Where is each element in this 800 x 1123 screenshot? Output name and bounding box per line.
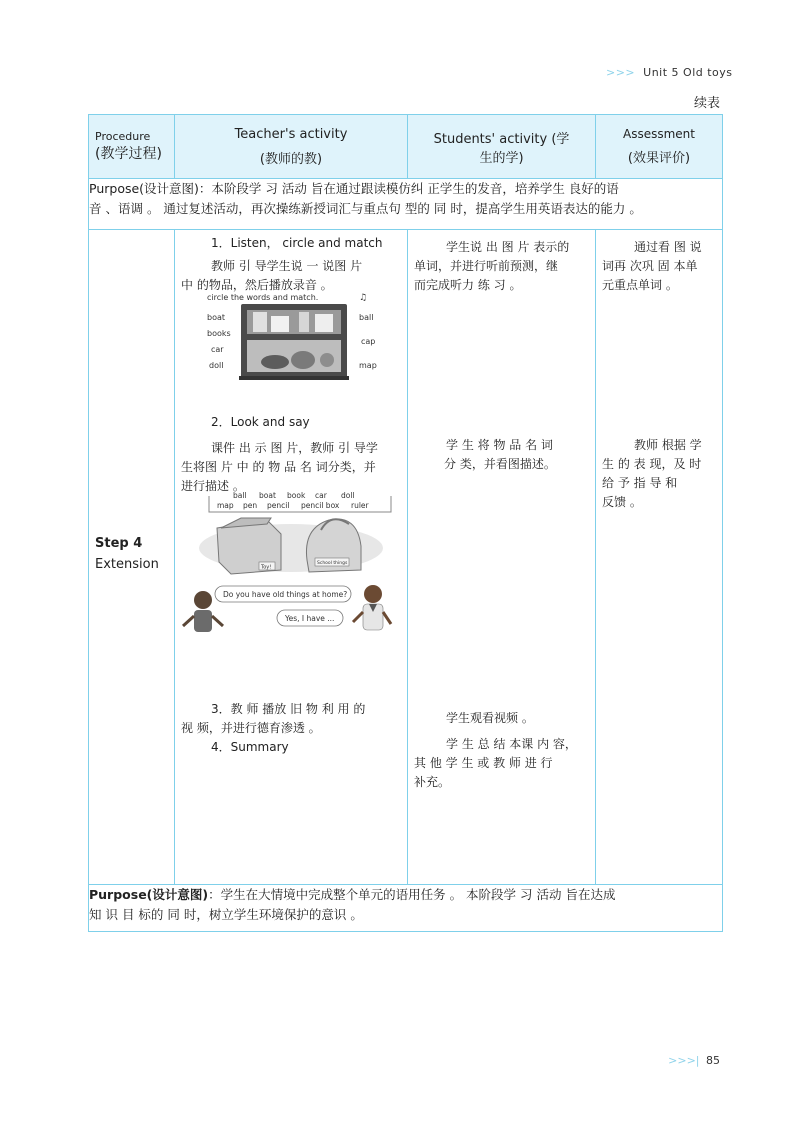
header-teacher [175,115,408,179]
running-header [606,66,733,79]
purpose-top-line1: Purpose(设计意图)：本阶段学 习 活动 旨在通过跟读模仿纠 正学生的发音，培养学生 良好的语 [89,181,619,196]
wordbank-pencil-box: pencil box [301,501,340,510]
item3-line1: 3．教 师 播放 旧 物 利 用 的 [211,702,366,716]
header-assessment [596,115,723,179]
students-line1: Students' activity (学 [433,131,570,147]
students-line2: 生的学) [479,150,524,166]
fig1-word-boat: boat [207,313,226,322]
step-name: Extension [95,557,159,572]
item2-line3: 进行描述 。 [181,479,245,493]
item1-line1: 教师 引 导学生说 一 说图 片 [211,259,363,273]
s4-line3: 补充。 [414,775,451,789]
s1-line1: 学生说 出 图 片 表示的 [446,240,570,254]
purpose-bottom-line1 [89,885,722,905]
boy-right-illustration [353,585,391,630]
wordbank-map: map [217,501,234,510]
s2-line1: 学 生 将 物 品 名 词 [446,438,553,452]
header-procedure [89,115,175,179]
bubble-question [215,586,351,602]
purpose-bottom-cell [89,885,723,932]
item2-title: 2．Look and say [211,415,310,429]
purpose-top-cell [89,179,723,230]
box-label-toy: Toy! [261,564,272,571]
table-header-row [89,115,723,179]
a2-line3: 给 予 指 导 和 [602,476,678,490]
bubble-question-text: Do you have old things at home? [223,590,348,599]
wordbank-car: car [315,491,327,500]
a1-line3: 元重点单词 。 [602,278,678,292]
s4-line1: 学 生 总 结 本课 内 容， [446,737,577,751]
students-cell [408,230,596,885]
teacher-cn: (教师的教) [259,151,323,167]
a2-line2: 生 的 表 现，及 时 [602,457,702,471]
bubble-answer [277,610,343,626]
assessment-cn: (效果评价) [627,151,691,166]
assessment-en: Assessment [623,127,695,141]
audio-icon: ♫ [359,293,368,303]
fig1-word-map: map [359,361,377,370]
a2-line1: 教师 根据 学 [634,438,702,452]
purpose-row-top [89,179,723,230]
a1-line1: 通过看 图 说 [634,240,702,254]
fig1-word-books: books [207,329,231,338]
header-students [408,115,596,179]
toy-shelf-illustration [239,304,349,380]
bag-label-school-things: School things [317,561,348,566]
figure1-instruction: circle the words and match. [207,293,319,302]
purpose-row-bottom [89,885,723,932]
step-label: Step 4 [95,536,143,551]
sorting-figure [181,490,395,646]
purpose-bottom-label: Purpose(设计意图) [89,887,209,902]
a1-line2: 词再 次巩 固 本单 [602,259,698,273]
item2-line2: 生将图 片 中 的 物 品 名 词分类，并 [181,460,376,474]
continued-label: 续表 [693,96,720,111]
header-arrows: >>> [606,66,636,79]
wordbank-pencil: pencil [267,501,290,510]
purpose-bottom-text1: ：学生在大情境中完成整个单元的语用任务 。 本阶段学 习 活动 旨在达成 [208,887,616,902]
teacher-en: Teacher's activity [234,126,348,142]
wordbank-doll: doll [341,491,355,500]
wordbank-pen: pen [243,501,258,510]
item1-title: 1．Listen， circle and match [211,236,383,250]
wordbank-ball: ball [233,491,247,500]
s3-line1: 学生观看视频 。 [446,711,534,725]
item1-line2: 中 的物品，然后播放录音 。 [181,278,333,292]
procedure-cell [89,230,175,885]
assessment-cell [596,230,723,885]
shelf-figure [203,292,381,384]
fig1-word-car: car [211,345,224,354]
unit-title: Unit 5 Old toys [643,66,733,79]
s2-line2: 分 类，并看图描述。 [444,457,556,471]
procedure-en: Procedure [95,130,151,143]
step-row [89,230,723,885]
fig1-word-doll: doll [209,361,224,370]
item4-title: 4．Summary [211,740,289,754]
teacher-cell [175,230,408,885]
wordbank-boat: boat [259,491,276,500]
s1-line2: 单词，并进行听前预测，继 [414,259,559,273]
a2-line4: 反馈 。 [602,495,642,509]
item3-line2: 视 频，并进行德育渗透 。 [181,721,321,735]
fig1-word-ball: ball [359,313,374,322]
page-footer [668,1054,720,1067]
lesson-plan-table [88,114,723,932]
purpose-top-line2: 音 、语调 。 通过复述活动，再次操练新授词汇与重点句 型的 同 时，提高学生用英语表达的能力 。 [89,201,642,216]
purpose-bottom-line2: 知 识 目 标的 同 时，树立学生环境保护的意识 。 [89,907,363,922]
s4-line2: 其 他 学 生 或 教 师 进 行 [414,756,553,770]
bubble-answer-text: Yes, I have ... [285,614,335,623]
procedure-cn: (教学过程) [95,146,162,162]
page-number: 85 [706,1054,720,1067]
footer-arrows: >>>| [668,1054,700,1067]
wordbank-book: book [287,491,306,500]
item2-line1: 课件 出 示 图 片，教师 引 导学 [211,441,378,455]
s1-line3: 而完成听力 练 习 。 [414,278,522,292]
fig1-word-cap: cap [361,337,376,346]
wordbank-ruler: ruler [351,501,369,510]
